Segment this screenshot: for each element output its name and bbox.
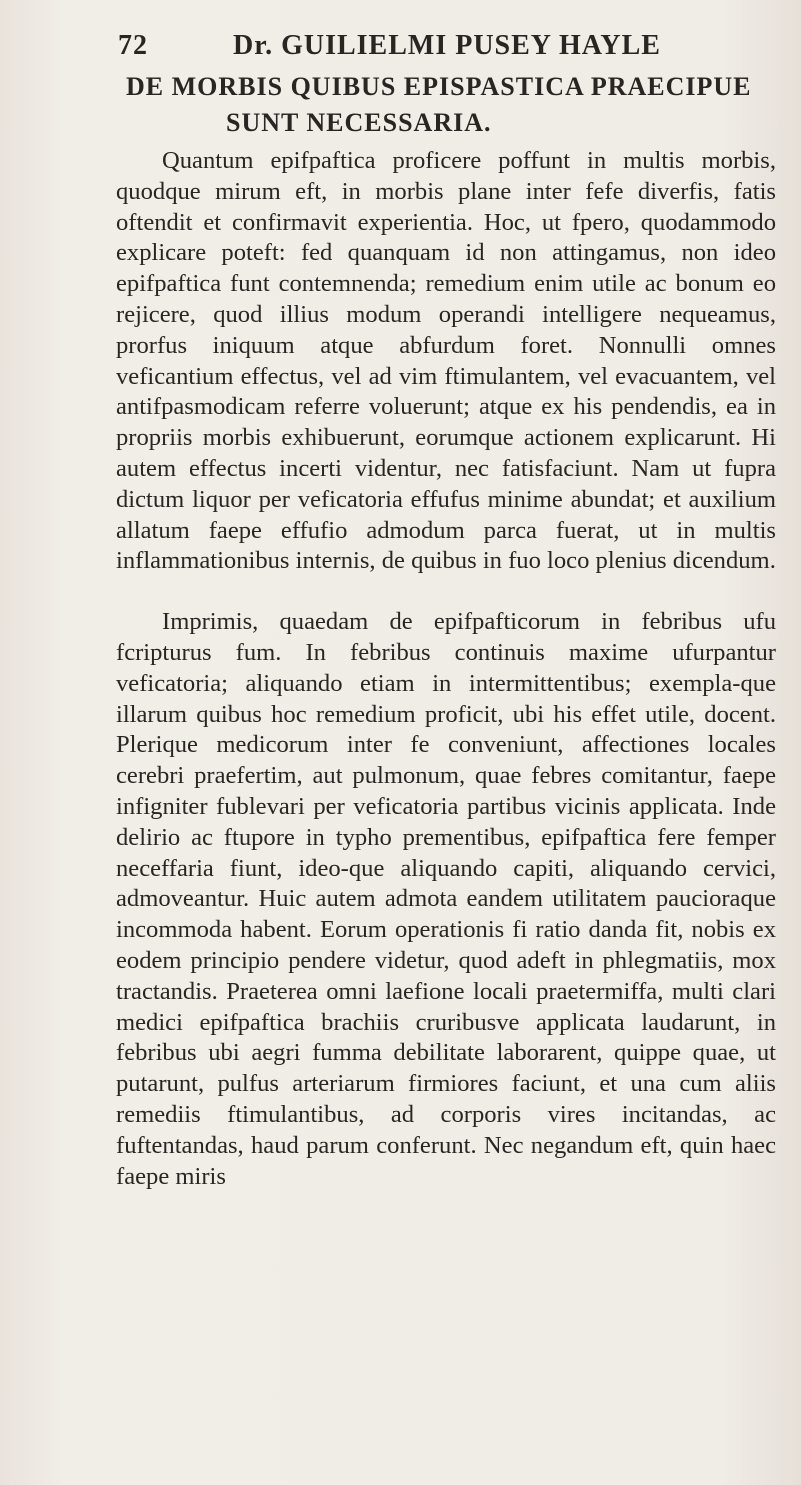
section-title	[126, 72, 766, 144]
paragraph-2: Imprimis, quaedam de epifpafticorum in febribus ufu fcripturus fum. In febribus continuis maxime ufurpantur veficatoria; aliquando etiam in intermittentibus; exempla-que illarum quibus hoc remedium proficit, ubi his effet utile, docent. Plerique medicorum inter fe conveniunt, affectiones locales cerebri praefertim, aut pulmonum, quae febres comitantur, faepe infigniter fublevari per veficatoria partibus vicinis applicata. Inde delirio ac ftupore in typho prementibus, epifpaftica fere femper neceffaria fiunt, ideo-que aliquando capiti, aliquando cervici, admoveantur. Huic autem admota eandem utilitatem paucioraque incommoda habent. Eorum operationis fi ratio danda fit, nobis ex eodem principio pendere videtur, quod adeft in phlegmatiis, mox tractandis. Praeterea omni laefione locali praetermiffa, multi clari medici epifpaftica brachiis cruribusve applicata laudarunt, in febribus ubi aegri fumma debilitate laborarent, quippe quae, ut putarunt, pulfus arteriarum firmiores faciunt, et una cum aliis remediis ftimulantibus, ad corporis vires incitandas, ac fuftentandas, haud parum conferunt. Nec negandum eft, quin haec faepe miris	[116, 608, 776, 1190]
page-header	[118, 30, 758, 70]
section-title-line-1: DE MORBIS QUIBUS EPISPASTICA PRAECIPUE	[126, 72, 752, 101]
paragraph-1: Quantum epifpaftica proficere poffunt in multis morbis, quodque mirum eft, in morbis plane inter fefe diverfis, fatis oftendit et confirmavit experientia. Hoc, ut fpero, quodammodo explicare poteft: fed quanquam id non attingamus, non ideo epifpaftica funt contemnenda; remedium enim utile ac bonum eo rejicere, quod illius modum operandi intelligere nequeamus, prorfus iniquum atque abfurdum foret. Nonnulli omnes veficantium effectus, vel ad vim ftimulantem, vel evacuantem, vel antifpasmodicam referre voluerunt; atque ex his pendendis, ea in propriis morbis exhibuerunt, eorumque actionem explicarunt. Hi autem effectus incerti videntur, nec fatisfaciunt. Nam ut fupra dictum liquor per veficatoria effufus minime abundat; et auxilium allatum faepe effufio admodum parca fuerat, ut in multis inflammationibus internis, de quibus in fuo loco plenius dicendum.	[116, 147, 776, 575]
running-head: Dr. GUILIELMI PUSEY HAYLE	[233, 30, 661, 61]
body-text	[116, 146, 776, 1192]
section-title-line-2: SUNT NECESSARIA.	[226, 108, 492, 137]
page-number: 72	[118, 30, 148, 61]
